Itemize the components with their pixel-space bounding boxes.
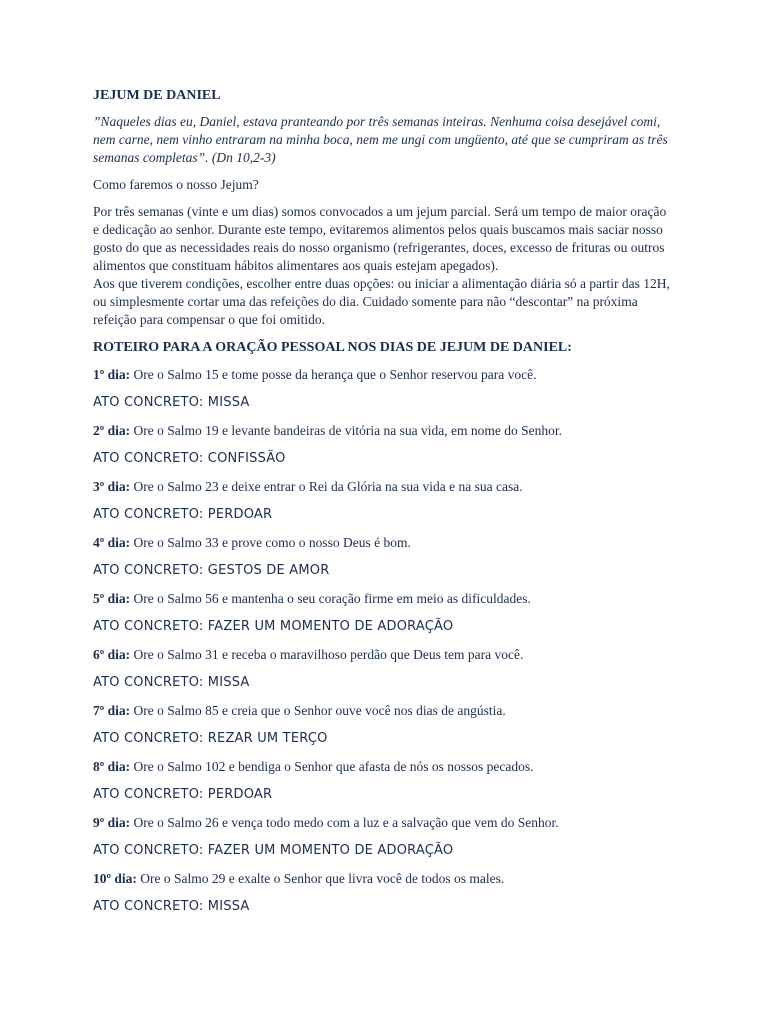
day-label: 7º dia: (93, 703, 131, 718)
day-label: 10º dia: (93, 871, 137, 886)
day-label: 9º dia: (93, 815, 131, 830)
day-entry (93, 813, 673, 833)
day-entry (93, 477, 673, 497)
day-entry (93, 589, 673, 609)
day-entry (93, 757, 673, 777)
day-entry (93, 365, 673, 385)
paragraph-fasting-options: Aos que tiverem condições, escolher entre duas opções: ou iniciar a alimentação diária só a partir das 12H, ou simplesmente cortar uma das refeições do dia. Cuidado somente para não “descontar” na próxima refeição para compensar o que foi omitido. (93, 276, 670, 327)
day-label: 8º dia: (93, 759, 131, 774)
day-text: Ore o Salmo 26 e vença todo medo com a luz e a salvação que vem do Senhor. (133, 815, 559, 830)
days-list (93, 365, 673, 917)
concrete-act: ATO CONCRETO: REZAR UM TERÇO (93, 731, 328, 746)
day-text: Ore o Salmo 31 e receba o maravilhoso perdão que Deus tem para você. (133, 647, 524, 662)
concrete-act: ATO CONCRETO: PERDOAR (93, 787, 273, 802)
day-text: Ore o Salmo 56 e mantenha o seu coração firme em meio as dificuldades. (133, 591, 531, 606)
day-text: Ore o Salmo 85 e creia que o Senhor ouve você nos dias de angústia. (133, 703, 506, 718)
concrete-act: ATO CONCRETO: CONFISSÃO (93, 451, 286, 466)
concrete-act: ATO CONCRETO: PERDOAR (93, 507, 273, 522)
day-text: Ore o Salmo 102 e bendiga o Senhor que afasta de nós os nossos pecados. (133, 759, 534, 774)
day-label: 6º dia: (93, 647, 131, 662)
day-text: Ore o Salmo 29 e exalte o Senhor que livra você de todos os males. (140, 871, 505, 886)
day-entry (93, 533, 673, 553)
paragraph-fasting-description: Por três semanas (vinte e um dias) somos convocados a um jejum parcial. Será um tempo de maior oração e dedicação ao senhor. Durante este tempo, evitaremos alimentos pelos quais buscamos mais saciar nosso gosto do que as necessidades reais do nosso organismo (refrigerantes, doces, excesso de frituras ou outros alimentos que constituam hábitos alimentares aos quais estejam apegados). (93, 204, 667, 273)
day-label: 4º dia: (93, 535, 131, 550)
day-entry (93, 645, 673, 665)
day-label: 5º dia: (93, 591, 131, 606)
day-label: 1º dia: (93, 367, 131, 382)
roteiro-heading: ROTEIRO PARA A ORAÇÃO PESSOAL NOS DIAS DE JEJUM DE DANIEL: (93, 340, 572, 355)
day-entry (93, 701, 673, 721)
concrete-act: ATO CONCRETO: FAZER UM MOMENTO DE ADORAÇÃO (93, 619, 454, 634)
day-label: 3º dia: (93, 479, 131, 494)
day-text: Ore o Salmo 23 e deixe entrar o Rei da Glória na sua vida e na sua casa. (133, 479, 523, 494)
scripture-quote: ”Naqueles dias eu, Daniel, estava pranteando por três semanas inteiras. Nenhuma coisa desejável comi, nem carne, nem vinho entraram na minha boca, nem me ungi com ungüento, até que se cumpriram as três semanas completas”. (Dn 10,2-3) (93, 114, 668, 165)
day-entry (93, 869, 673, 889)
document-page (93, 86, 673, 925)
question-text: Como faremos o nosso Jejum? (93, 177, 259, 192)
day-text: Ore o Salmo 33 e prove como o nosso Deus é bom. (133, 535, 411, 550)
day-entry (93, 421, 673, 441)
day-text: Ore o Salmo 19 e levante bandeiras de vitória na sua vida, em nome do Senhor. (133, 423, 562, 438)
document-title: JEJUM DE DANIEL (93, 88, 221, 103)
concrete-act: ATO CONCRETO: MISSA (93, 899, 250, 914)
concrete-act: ATO CONCRETO: MISSA (93, 395, 250, 410)
concrete-act: ATO CONCRETO: MISSA (93, 675, 250, 690)
concrete-act: ATO CONCRETO: FAZER UM MOMENTO DE ADORAÇÃO (93, 843, 454, 858)
day-label: 2º dia: (93, 423, 131, 438)
day-text: Ore o Salmo 15 e tome posse da herança que o Senhor reservou para você. (133, 367, 537, 382)
concrete-act: ATO CONCRETO: GESTOS DE AMOR (93, 563, 330, 578)
